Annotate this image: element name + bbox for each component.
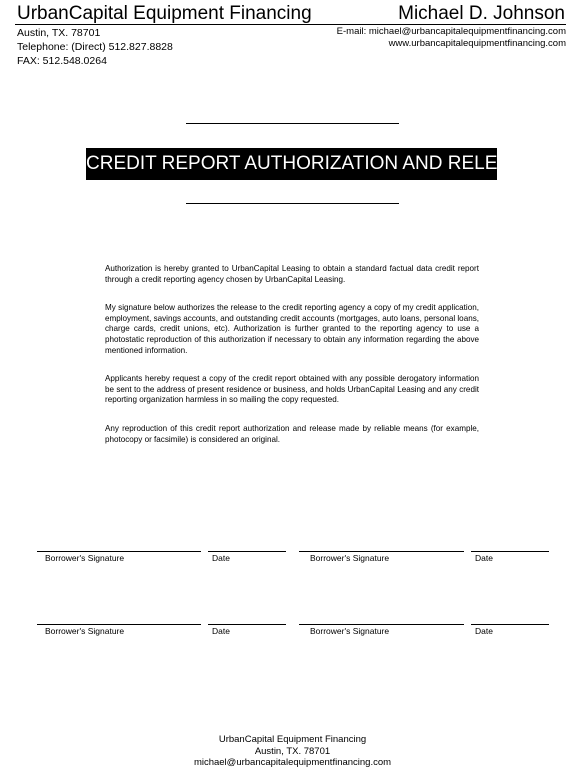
signature-label: Borrower's Signature bbox=[310, 553, 390, 563]
title-top-rule bbox=[186, 123, 399, 124]
header-address-block bbox=[17, 26, 173, 68]
date-label: Date bbox=[212, 626, 230, 636]
date-line[interactable] bbox=[471, 551, 549, 552]
signature-line[interactable] bbox=[37, 551, 201, 552]
contact-person-name: Michael D. Johnson bbox=[398, 3, 565, 24]
signature-line[interactable] bbox=[299, 624, 464, 625]
header-contact-block bbox=[337, 26, 566, 50]
document-body bbox=[105, 264, 479, 463]
footer-email: michael@urbancapitalequipmentfinancing.com bbox=[193, 757, 392, 768]
company-name: UrbanCapital Equipment Financing bbox=[17, 3, 312, 24]
footer bbox=[0, 734, 585, 769]
paragraph-release: My signature below authorizes the release to the credit reporting agency a copy of my credit application, employment, savings accounts, and outstanding credit accounts (mortgages, auto loans, personal loans, charge cards, credit unions, etc). Authorization is further granted to the reporting agency to use a photostatic reproduction of this authorization if necessary to obtain any information regarding the above mentioned information. bbox=[105, 303, 479, 355]
footer-city: Austin, TX. 78701 bbox=[254, 745, 331, 757]
date-line[interactable] bbox=[208, 551, 286, 552]
date-label: Date bbox=[212, 553, 230, 563]
header-fax: FAX: 512.548.0264 bbox=[17, 55, 107, 67]
header-address: Austin, TX. 78701 bbox=[17, 27, 101, 39]
header-rule bbox=[15, 24, 566, 25]
paragraph-authorization: Authorization is hereby granted to UrbanCapital Leasing to obtain a standard factual data credit report through a credit reporting agency chosen by UrbanCapital Leasing. bbox=[105, 264, 479, 284]
header-email: E-mail: michael@urbancapitalequipmentfinancing.com bbox=[336, 26, 566, 37]
footer-company: UrbanCapital Equipment Financing bbox=[218, 734, 367, 745]
signature-label: Borrower's Signature bbox=[45, 626, 125, 636]
signature-line[interactable] bbox=[299, 551, 464, 552]
date-label: Date bbox=[475, 553, 493, 563]
signature-label: Borrower's Signature bbox=[45, 553, 125, 563]
signature-line[interactable] bbox=[37, 624, 201, 625]
date-label: Date bbox=[475, 626, 493, 636]
date-line[interactable] bbox=[208, 624, 286, 625]
paragraph-reproduction: Any reproduction of this credit report authorization and release made by reliable means (for example, photocopy or facsimile) is considered an original. bbox=[105, 423, 479, 444]
header-website: www.urbancapitalequipmentfinancing.com bbox=[388, 38, 566, 49]
date-line[interactable] bbox=[471, 624, 549, 625]
title-bottom-rule bbox=[186, 203, 399, 204]
document-title: CREDIT REPORT AUTHORIZATION AND RELEASE bbox=[86, 148, 497, 180]
signature-label: Borrower's Signature bbox=[310, 626, 390, 636]
paragraph-copy-request: Applicants hereby request a copy of the credit report obtained with any possible derogatory information be sent to the address of present residence or business, and holds UrbanCapital Leasing and any credit reporting organization harmless in so mailing the copy requested. bbox=[105, 374, 479, 405]
header-telephone: Telephone: (Direct) 512.827.8828 bbox=[17, 41, 173, 53]
